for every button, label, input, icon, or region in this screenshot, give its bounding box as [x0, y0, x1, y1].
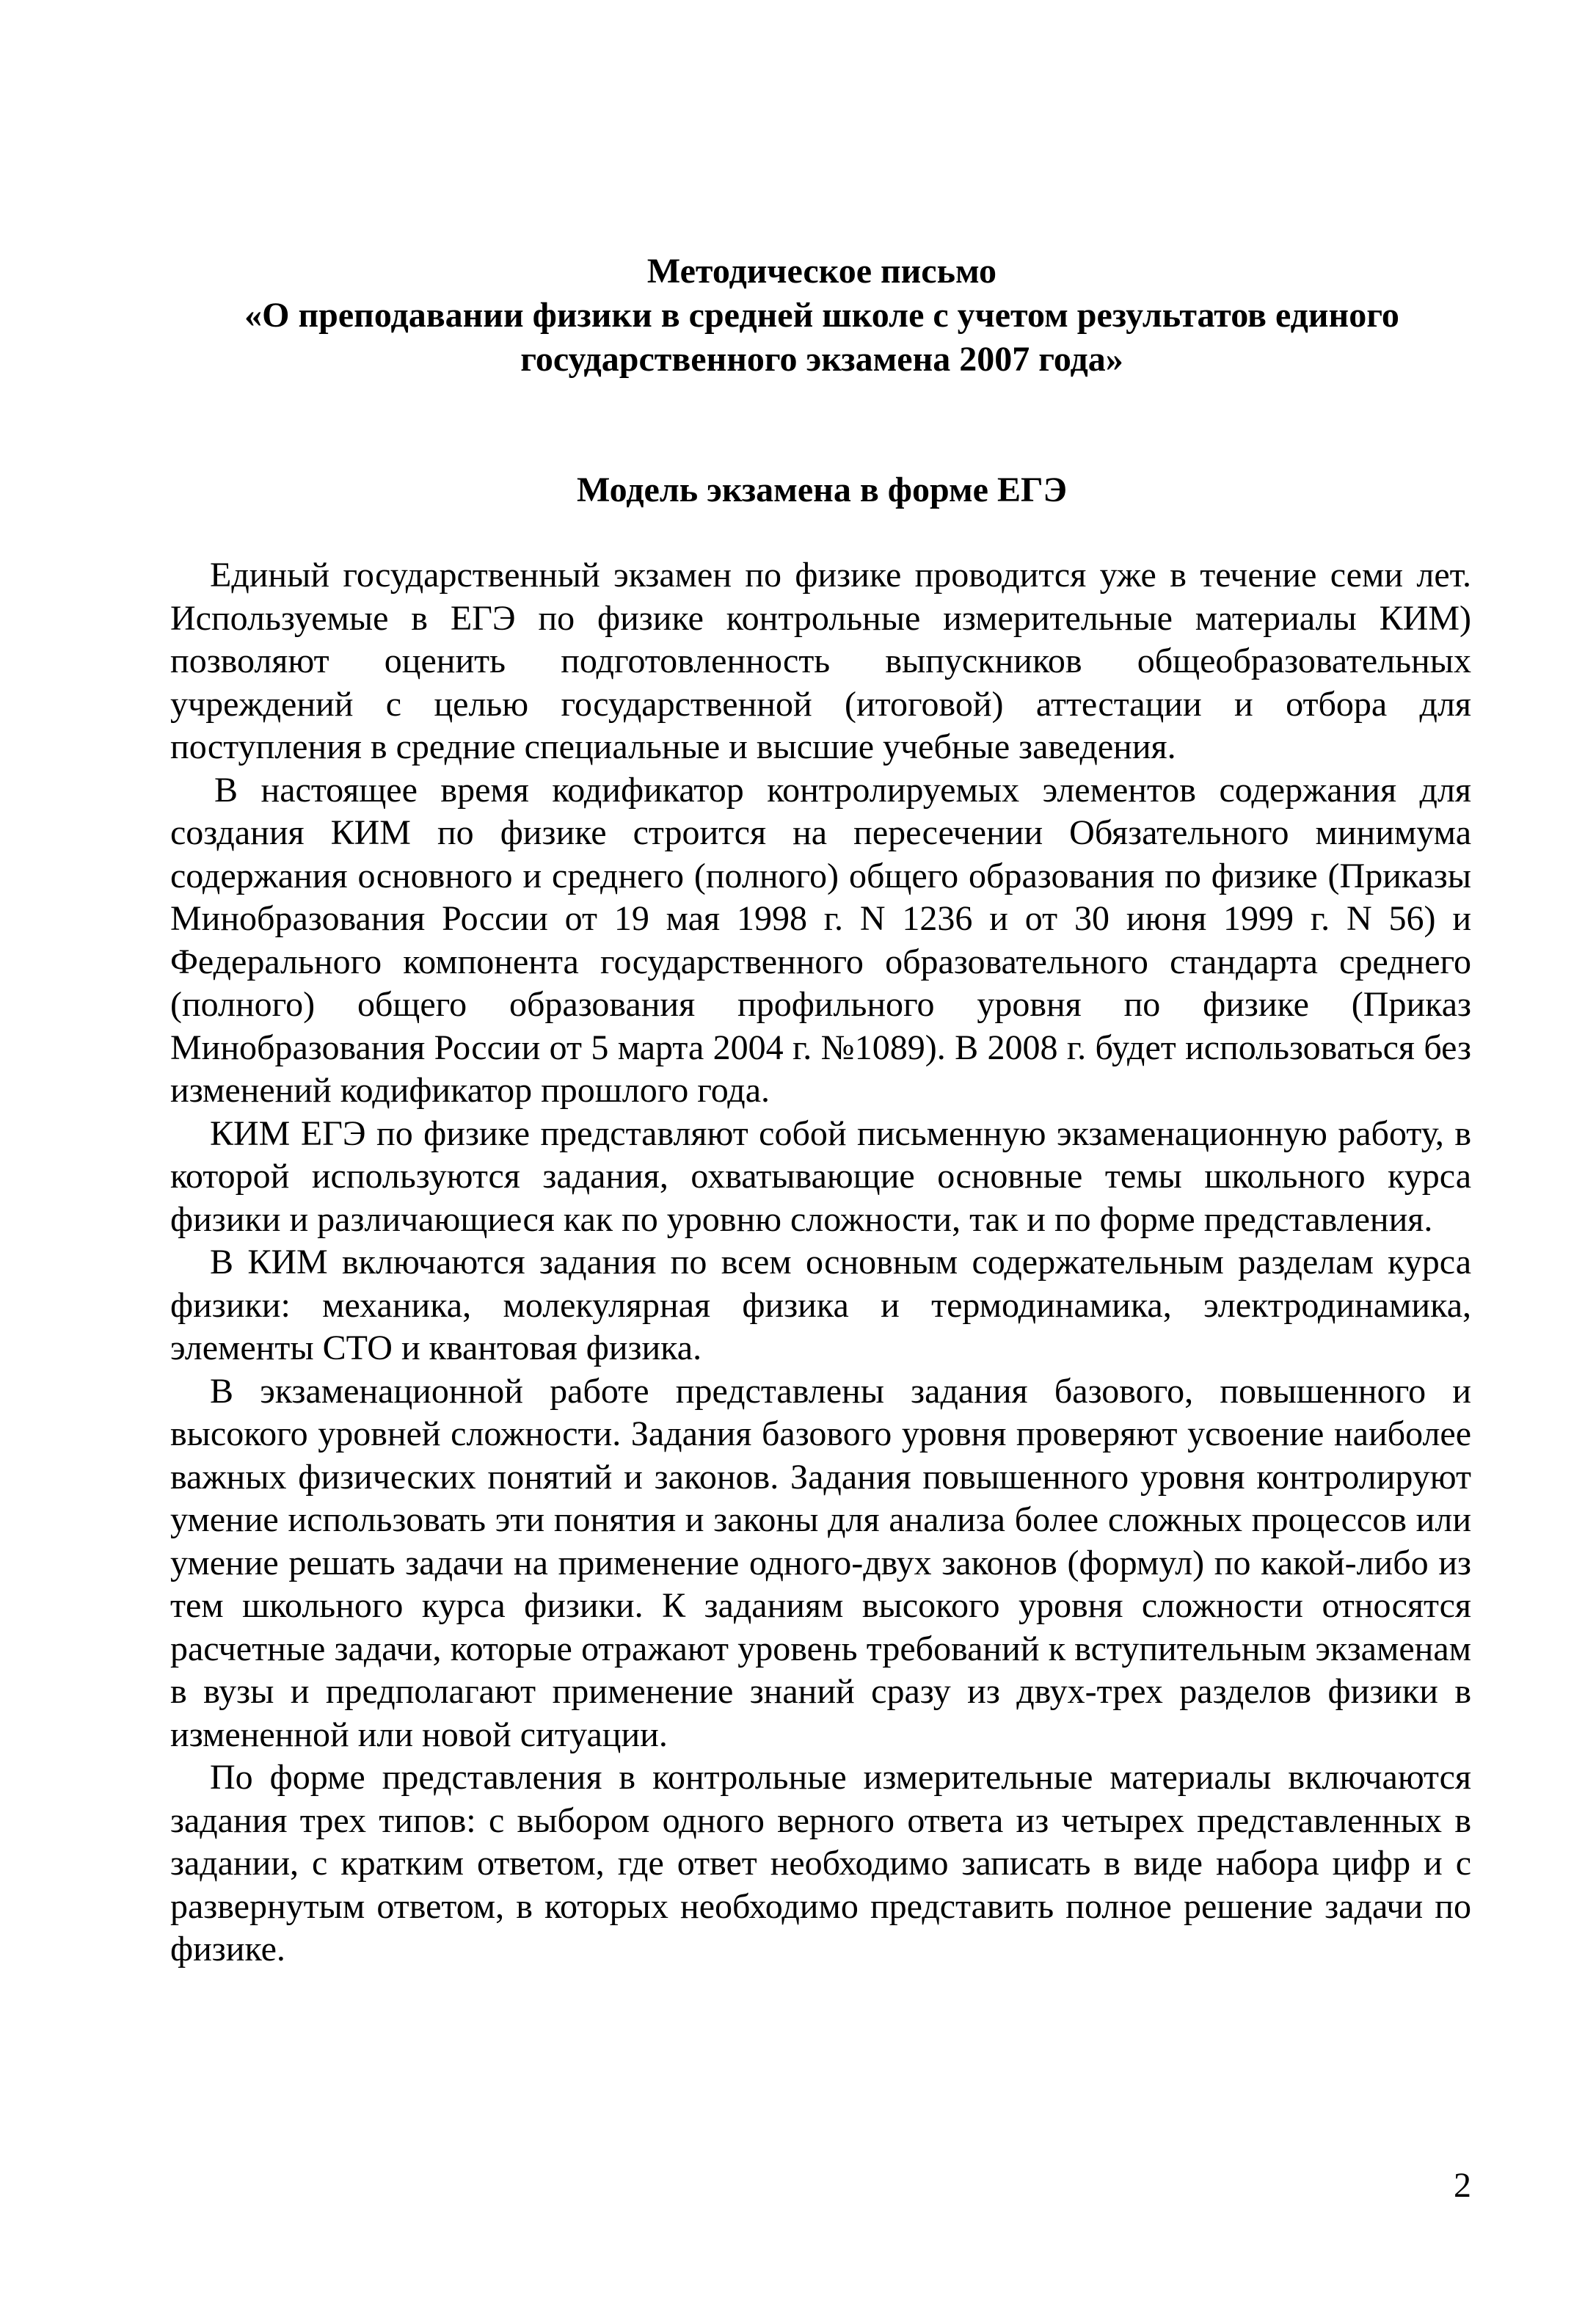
title-line-3: государственного экзамена 2007 года» — [520, 340, 1123, 379]
paragraph-kim-sections: В КИМ включаются задания по всем основным содержательным разделам курса физики: механика, молекулярная физика и термодинамика, электродинамика, элементы СТО и квантовая физика. — [170, 1243, 1471, 1367]
paragraph-kim-description: КИМ ЕГЭ по физике представляют собой письменную экзаменационную работу, в которой используются задания, охватывающие основные темы школьного курса физики и различающиеся как по уровню сложности, так и по форме представления. — [170, 1113, 1471, 1239]
body-text — [170, 554, 1471, 1971]
title-line-1: Методическое письмо — [646, 252, 997, 291]
title-line-2: «О преподавании физики в средней школе с учетом результатов единого — [244, 296, 1399, 335]
paragraph-task-types: По форме представления в контрольные измерительные материалы включаются задания трех типов: с выбором одного верного ответа из четырех представленных в задании, с кратким ответом, где ответ необходимо записать в виде набора цифр и с развернутым ответом, в которых необходимо представить полное решение задачи по физике. — [170, 1758, 1471, 1969]
section-heading: Модель экзамена в форме ЕГЭ — [576, 470, 1068, 509]
paragraph-difficulty-levels: В экзаменационной работе представлены задания базового, повышенного и высокого уровней сложности. Задания базового уровня проверяют усвоение наиболее важных физических понятий и законов. Задания повышенного уровня контролируют умение использовать эти понятия и законы для анализа более сложных процессов или умение решать задачи на применение одного-двух законов (формул) по какой-либо из тем школьного курса физики. К заданиям высокого уровня сложности относятся расчетные задачи, которые отражают уровень требований к вступительным экзаменам в вузы и предполагают применение знаний сразу из двух-трех разделов физики в измененной или новой ситуации. — [170, 1371, 1471, 1754]
paragraph-intro: Единый государственный экзамен по физике проводится уже в течение семи лет. Используемые в ЕГЭ по физике контрольные измерительные материалы КИМ) позволяют оценить подготовленность выпускников общеобразовательных учреждений с целью государственной (итоговой) аттестации и отбора для поступления в средние специальные и высшие учебные заведения. — [170, 556, 1471, 766]
page-number: 2 — [1454, 2166, 1471, 2205]
document-title — [147, 250, 1497, 382]
paragraph-codifier: В настоящее время кодификатор контролируемых элементов содержания для создания КИМ по физике строится на пересечении Обязательного минимума содержания основного и среднего (полного) общего образования по физике (Приказы Минобразования России от 19 мая 1998 г. N 1236 и от 30 июня 1999 г. N 56) и Федерального компонента государственного образовательного стандарта среднего (полного) общего образования профильного уровня по физике (Приказ Минобразования России от 5 марта 2004 г. №1089). В 2008 г. будет использоваться без изменений кодификатор прошлого года. — [170, 770, 1471, 1110]
